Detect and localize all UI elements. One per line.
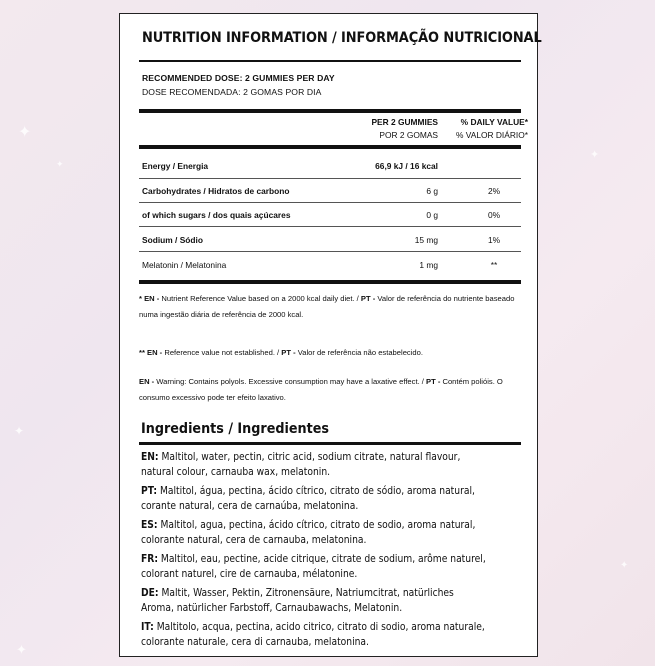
row-label-sodium: Sodium / Sódio	[142, 235, 203, 245]
ingredients-text: Maltitol, água, pectina, ácido cítrico, citrato de sódio, aroma natural, corante natural, cera de carnaúba, melatonina.	[141, 486, 475, 512]
ingredients-text: Maltitolo, acqua, pectina, acido citrico, citrato di sodio, aroma naturale, colorante naturale, cera di carnauba, melatonina.	[141, 622, 485, 648]
lang-code: DE:	[141, 588, 159, 599]
sparkle-icon: ✦	[14, 424, 25, 438]
row-value-melatonin: 1 mg	[419, 260, 438, 270]
sparkle-icon: ✦	[590, 148, 600, 161]
column-header-dv-pt: % VALOR DIÁRIO*	[456, 130, 528, 140]
ingredients-text: Maltitol, eau, pectine, acide citrique, citrate de sodium, arôme naturel, colorant naturel, cire de carnauba, mélatonine.	[141, 554, 486, 580]
row-label-melatonin: Melatonin / Melatonina	[142, 260, 227, 270]
divider	[139, 226, 521, 227]
column-header-per-en: PER 2 GUMMIES	[371, 117, 438, 127]
dose-pt: DOSE RECOMENDADA: 2 GOMAS POR DIA	[142, 87, 322, 97]
ingredients-fr	[141, 552, 486, 582]
row-dv-sodium: 1%	[487, 235, 501, 245]
row-label-energy: Energy / Energia	[142, 161, 209, 171]
note-warning	[139, 374, 529, 406]
lang-code: PT:	[141, 486, 158, 497]
row-value-sodium: 15 mg	[414, 235, 438, 245]
row-label-carbohydrates: Carbohydrates / Hidratos de carbono	[142, 186, 290, 196]
divider	[139, 109, 521, 113]
note-text: Warning: Contains polyols. Excessive consumption may have a laxative effect. /	[154, 377, 427, 386]
note-prefix: * EN -	[139, 294, 160, 303]
ingredients-en	[141, 450, 486, 480]
divider	[139, 442, 521, 445]
row-dv-sugars: 0%	[487, 210, 501, 220]
row-value-carbohydrates: 6 g	[426, 186, 438, 196]
ingredients-text: Maltitol, agua, pectina, ácido cítrico, citrato de sodio, aroma natural, colorante natural, cera de carnauba, melatonina.	[141, 520, 476, 546]
column-header-dv-en: % DAILY VALUE*	[460, 117, 528, 127]
column-header-per-pt: POR 2 GOMAS	[379, 130, 438, 140]
ingredients-es	[141, 518, 486, 548]
lang-code: EN:	[141, 452, 159, 463]
dose-en: RECOMMENDED DOSE: 2 GUMMIES PER DAY	[142, 73, 335, 83]
sparkle-icon: ✦	[18, 122, 32, 141]
lang-code: IT:	[141, 622, 154, 633]
note-text: Nutrient Reference Value based on a 2000 kcal daily diet. /	[159, 294, 361, 303]
row-value-sugars: 0 g	[426, 210, 438, 220]
note-reference-value	[139, 291, 529, 323]
divider	[139, 251, 521, 252]
note-prefix: ** EN -	[139, 348, 163, 357]
nutrition-label	[119, 13, 542, 657]
sparkle-icon: ✦	[620, 560, 629, 571]
note-text: Valor de referência não estabelecido.	[295, 348, 423, 357]
lang-code: ES:	[141, 520, 158, 531]
sparkle-icon: ✦	[56, 160, 64, 170]
note-text: Reference value not established. /	[162, 348, 282, 357]
lang-code: FR:	[141, 554, 158, 565]
sparkle-icon: ✦	[16, 643, 27, 658]
ingredients-text: Maltitol, water, pectin, citric acid, sodium citrate, natural flavour, natural colour, carnauba wax, melatonin.	[141, 452, 461, 478]
row-value-energy: 66,9 kJ / 16 kcal	[375, 161, 438, 171]
ingredients-text: Maltit, Wasser, Pektin, Zitronensäure, Natriumcitrat, natürliches Aroma, natürlicher Farbstoff, Carnaubawachs, Melatonin.	[141, 588, 454, 614]
ingredients-it	[141, 620, 486, 650]
divider	[139, 145, 521, 149]
divider	[139, 60, 521, 62]
note-prefix: PT -	[360, 294, 376, 303]
row-dv-melatonin: **	[490, 260, 498, 270]
note-prefix: EN -	[139, 377, 155, 386]
ingredients-de	[141, 586, 486, 616]
row-label-sugars: of which sugars / dos quais açúcares	[142, 210, 291, 220]
note-text: Contém polióis. O consumo excessivo pode ter efeito laxativo.	[139, 377, 503, 402]
divider	[139, 202, 521, 203]
page-title: NUTRITION INFORMATION / INFORMAÇÃO NUTRICIONAL	[142, 30, 542, 46]
divider	[139, 178, 521, 179]
note-not-established	[139, 345, 529, 361]
ingredients-pt	[141, 484, 486, 514]
divider	[139, 280, 521, 284]
ingredients-title: Ingredients / Ingredientes	[141, 421, 329, 437]
row-dv-carbohydrates: 2%	[487, 186, 501, 196]
note-text: Valor de referência do nutriente baseado numa ingestão diária de referência de 2000 kcal.	[139, 294, 515, 319]
note-prefix: PT -	[281, 348, 296, 357]
note-prefix: PT -	[426, 377, 441, 386]
